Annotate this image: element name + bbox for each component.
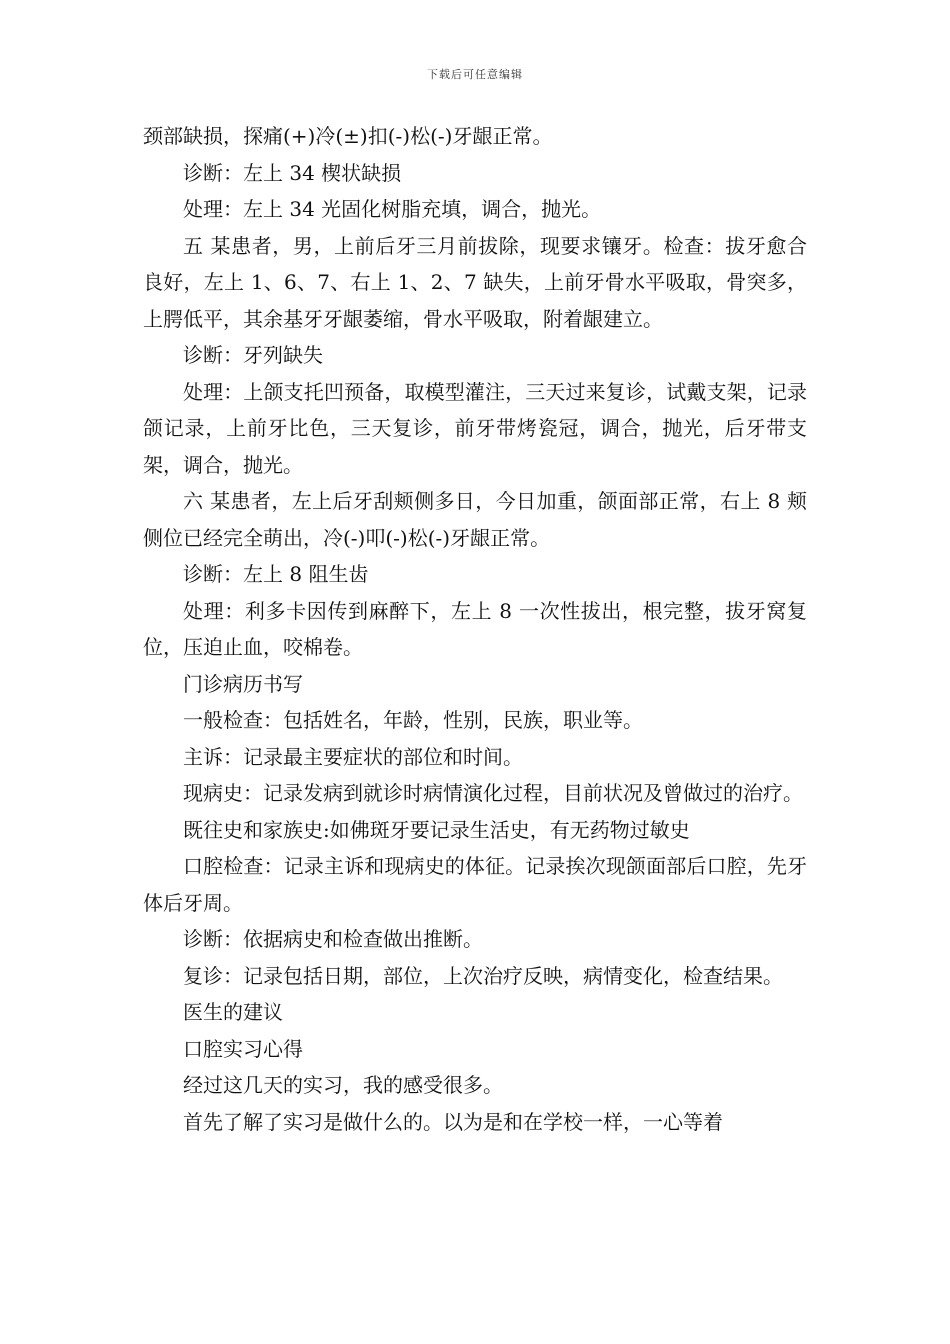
paragraph-diagnosis: 诊断：左上 8 阻生齿 (183, 562, 369, 586)
paragraph-diagnosis: 诊断：依据病史和检查做出推断。 (183, 927, 483, 951)
paragraph-case-five: 五 某患者，男，上前后牙三月前拔除，现要求镶牙。检查：拔牙愈合良好，左上 1、6、7、右上 1、2、7 缺失，上前牙骨水平吸取，骨突多，上腭低平，其余基牙牙龈萎缩，骨水平吸取，附着龈建立。 (143, 233, 807, 331)
paragraph-treatment: 处理：左上 34 光固化树脂充填，调合，抛光。 (183, 197, 602, 221)
paragraph-treatment: 处理：利多卡因传到麻醉下，左上 8 一次性拔出，根完整，拔牙窝复位，压迫止血，咬棉卷。 (143, 598, 807, 659)
document-body (143, 118, 807, 1140)
section-heading: 门诊病历书写 (183, 671, 303, 696)
paragraph-diagnosis: 诊断：牙列缺失 (183, 343, 323, 367)
section-heading: 口腔实习心得 (183, 1036, 303, 1061)
paragraph-chief-complaint: 主诉：记录最主要症状的部位和时间。 (183, 744, 523, 769)
paragraph-oral-exam: 口腔检查：记录主诉和现病史的体征。记录挨次现颌面部后口腔，先牙体后牙周。 (143, 854, 807, 915)
paragraph-diagnosis: 诊断：左上 34 楔状缺损 (183, 160, 402, 185)
paragraph-case-six: 六 某患者，左上后牙刮颊侧多日，今日加重，颌面部正常，右上 8 颊侧位已经完全萌出，冷(-)叩(-)松(-)牙龈正常。 (143, 489, 807, 550)
page-header: 下载后可任意编辑 (427, 68, 523, 81)
paragraph-past-history: 既往史和家族史:如佛斑牙要记录生活史，有无药物过敏史 (183, 817, 690, 842)
paragraph-treatment: 处理：上颌支托凹预备，取模型灌注，三天过来复诊，试戴支架，记录颌记录，上前牙比色，三天复诊，前牙带烤瓷冠，调合，抛光，后牙带支架，调合，抛光。 (143, 379, 807, 477)
paragraph-general-exam: 一般检查：包括姓名，年龄，性别，民族，职业等。 (183, 708, 643, 732)
section-heading: 医生的建议 (183, 1000, 283, 1024)
paragraph-present-illness: 现病史：记录发病到就诊时病情演化过程，目前状况及曾做过的治疗。 (183, 781, 803, 805)
paragraph-follow-up: 复诊：记录包括日期，部位，上次治疗反映，病情变化，检查结果。 (183, 963, 783, 988)
paragraph-continuation: 颈部缺损，探痛(+)冷(±)扣(-)松(-)牙龈正常。 (143, 124, 553, 148)
paragraph-body: 经过这几天的实习，我的感受很多。 (183, 1073, 503, 1097)
paragraph-body: 首先了解了实习是做什么的。以为是和在学校一样，一心等着 (183, 1109, 723, 1134)
